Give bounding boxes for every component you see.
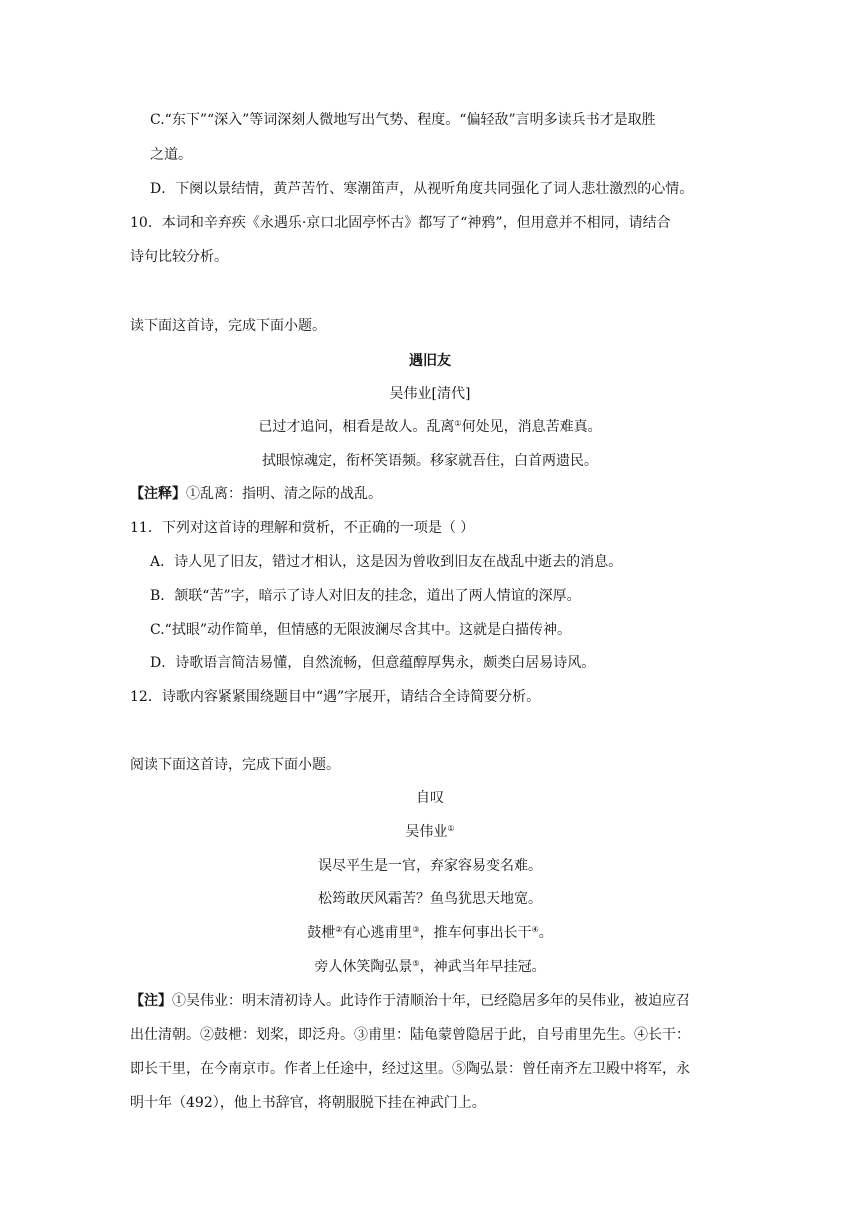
footnote-marker: ① — [454, 419, 462, 428]
section2-poem-line2: 拭眼惊魂定，衔杯笑语频。移家就吾住，白首两遗民。 — [262, 453, 598, 469]
poem-line4-text-a: 旁人休笑陶弘景 — [314, 959, 413, 975]
poem-line3-text-d: 。 — [538, 925, 553, 941]
section3-note-line2: 出仕清朝。②鼓枻：划桨，即泛舟。③甫里：陆龟蒙曾隐居于此，自号甫里先生。④长干： — [130, 1027, 690, 1043]
section3-poem-title: 自叹 — [416, 790, 444, 806]
section3-note-line4: 明十年（492），他上书辞官，将朝服脱下挂在神武门上。 — [130, 1095, 486, 1111]
poem-line3-text-b: 有心逃甫里 — [342, 925, 413, 941]
poem-line3-text-c: ，推车何事出长干 — [419, 925, 532, 941]
section2-note — [130, 484, 382, 504]
poem-line1-text-b: 何处见，消息苦难真。 — [461, 419, 602, 435]
section3-note-line3: 即长干里，在今南京市。作者上任途中，经过这里。⑤陶弘景：曾任南齐左卫殿中将军，永 — [130, 1061, 690, 1077]
footnote-marker: ② — [335, 925, 343, 934]
footnote-marker: ③ — [412, 925, 420, 934]
note-label: 【注】 — [130, 993, 172, 1009]
section3-poem-line4 — [0, 957, 860, 977]
q9-option-c-line2: 之道。 — [150, 147, 192, 163]
footnote-marker: ① — [447, 824, 455, 833]
q11-option-c: C.“拭眼”动作简单，但情感的无限波澜尽含其中。这就是白描传神。 — [150, 622, 571, 638]
section3-note-line1 — [130, 991, 690, 1011]
section3-poem-line3 — [0, 923, 860, 943]
q11-option-a: A．诗人见了旧友，错过才相认，这是因为曾收到旧友在战乱中逝去的消息。 — [150, 554, 623, 570]
author-name: 吴伟业 — [405, 824, 448, 840]
section3-poem-author — [0, 822, 860, 842]
q11-option-d: D．诗歌语言简洁易懂，自然流畅，但意蕴醇厚隽永，颇类白居易诗风。 — [150, 655, 596, 671]
q10-line2: 诗句比较分析。 — [130, 249, 228, 265]
section3-poem-line1: 误尽平生是一官，弃家容易变名难。 — [318, 858, 542, 874]
section2-poem-line1 — [0, 417, 860, 437]
poem-line4-text-b: ，神武当年早挂冠。 — [419, 959, 546, 975]
poem-line1-text-a: 已过才追问，相看是故人。乱离 — [258, 419, 455, 435]
note-text: ①吴伟业：明末清初诗人。此诗作于清顺治十年，已经隐居多年的吴伟业，被迫应召 — [172, 993, 690, 1009]
q10-line1: 10．本词和辛弃疾《永遇乐·京口北固亭怀古》都写了“神鸦”，但用意并不相同，请结合 — [130, 215, 671, 231]
footnote-marker: ⑤ — [412, 959, 420, 968]
poem-line3-text-a: 鼓枻 — [307, 925, 336, 941]
q9-option-d: D．下阕以景结情，黄芦苦竹、寒潮笛声，从视听角度共同强化了词人悲壮激烈的心情。 — [150, 181, 694, 197]
q11-option-b: B．颔联“苦”字，暗示了诗人对旧友的挂念，道出了两人情谊的深厚。 — [150, 588, 581, 604]
section3-intro: 阅读下面这首诗，完成下面小题。 — [130, 757, 340, 773]
note-label: 【注释】 — [130, 486, 186, 502]
q11-stem: 11．下列对这首诗的理解和赏析，不正确的一项是（ ） — [130, 520, 475, 536]
section3-poem-line2: 松筠敢厌风霜苦？鱼鸟犹思天地宽。 — [318, 891, 542, 907]
footnote-marker: ④ — [531, 925, 539, 934]
q9-option-c-line1: C.“东下”“深入”等词深刻人微地写出气势、程度。“偏轻敌”言明多读兵书才是取胜 — [150, 112, 656, 128]
note-text: ①乱离：指明、清之际的战乱。 — [186, 486, 382, 502]
section2-poem-title: 遇旧友 — [409, 353, 451, 369]
section2-intro: 读下面这首诗，完成下面小题。 — [130, 318, 326, 334]
section2-poem-author: 吴伟业[清代] — [389, 386, 471, 402]
q12-stem: 12．诗歌内容紧紧围绕题目中“遇”字展开，请结合全诗简要分析。 — [130, 689, 541, 705]
